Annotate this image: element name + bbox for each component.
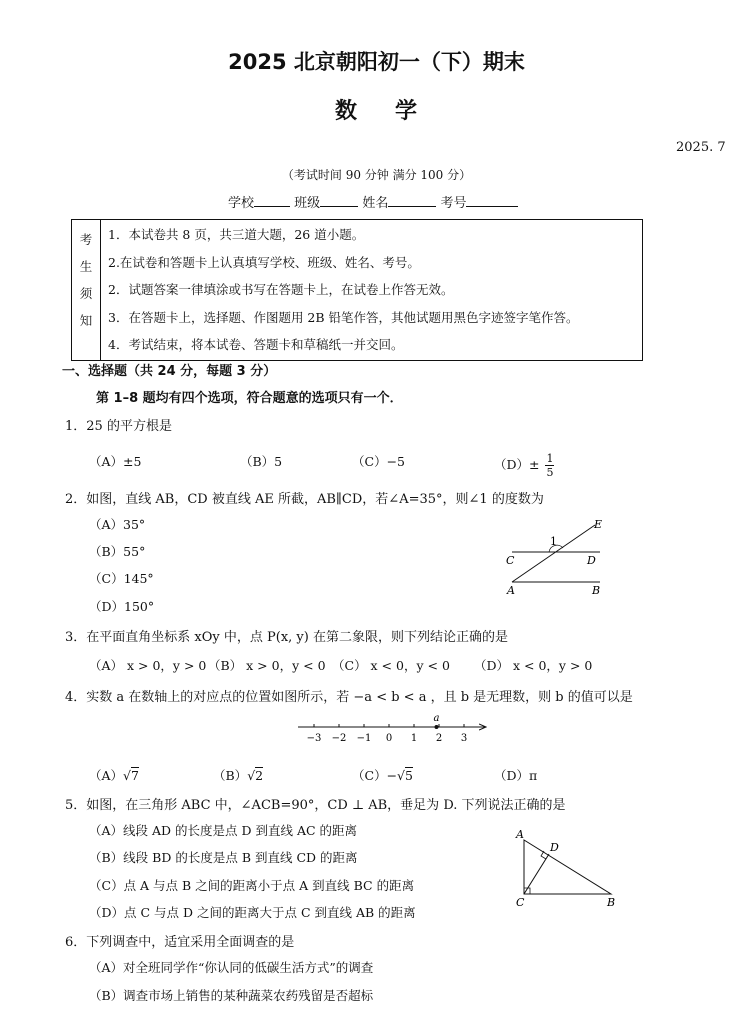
field-school-label: 学校: [228, 196, 255, 211]
q6-stem: 6．下列调查中，适宜采用全面调查的是: [65, 935, 295, 950]
q2-option-c[interactable]: （C）145°: [89, 571, 154, 586]
q2-option-a[interactable]: （A）35°: [89, 517, 146, 532]
q3-option-a[interactable]: （A） x > 0，y > 0: [89, 658, 207, 673]
axis-tick-label: 0: [385, 733, 393, 744]
q2-stem: 2．如图，直线 AB，CD 被直线 AE 所截，AB∥CD，若∠A=35°，则∠1 的度数为: [65, 492, 544, 507]
label-e: E: [594, 518, 603, 531]
name-blank[interactable]: [388, 194, 436, 207]
notice-item: 1．本试卷共 8 页，共三道大题，26 道小题。: [108, 227, 365, 242]
q4-number-line: [292, 710, 492, 750]
label-b: B: [592, 584, 601, 597]
q1-option-c[interactable]: （C）−5: [352, 454, 405, 469]
q1-option-d-label: （D）±: [494, 457, 540, 472]
q2-parallel-lines-figure: [490, 512, 620, 602]
q4-option-a[interactable]: [89, 766, 139, 784]
notice-items: [101, 220, 643, 361]
fraction: [545, 452, 554, 479]
notice-char: 考: [79, 232, 93, 247]
label-d: D: [550, 841, 559, 854]
label-b: B: [607, 896, 616, 909]
fraction-denominator: 5: [546, 466, 554, 479]
q5-option-d[interactable]: （D）点 C 与点 D 之间的距离大于点 C 到直线 AB 的距离: [89, 905, 416, 920]
radicand: 7: [131, 768, 139, 783]
q3-option-b[interactable]: （B） x > 0，y < 0: [208, 658, 326, 673]
point-a: [435, 725, 439, 729]
label-d: D: [587, 554, 596, 567]
q5-stem: 5．如图，在三角形 ABC 中，∠ACB=90°，CD ⊥ AB，垂足为 D. 下列说法正确的是: [65, 798, 566, 813]
exam-id-blank[interactable]: [466, 194, 518, 207]
q4-option-c-label: （C）−: [352, 768, 398, 783]
fraction-numerator: 1: [546, 452, 554, 465]
axis-tick-label: −3: [306, 733, 322, 744]
q1-stem: 1．25 的平方根是: [65, 419, 172, 434]
q2-option-b[interactable]: （B）55°: [89, 544, 146, 559]
q4-option-d[interactable]: （D）π: [494, 768, 538, 783]
q4-option-c[interactable]: [352, 766, 413, 784]
q3-option-d[interactable]: （D） x < 0，y > 0: [474, 658, 593, 673]
exam-date: 2025. 7: [676, 140, 726, 155]
right-angle-d: [541, 851, 546, 859]
student-info-line: [228, 192, 518, 211]
axis-tick-label: −1: [356, 733, 372, 744]
subject-title: 数学: [334, 99, 455, 124]
notice-item: 2.在试卷和答题卡上认真填写学校、班级、姓名、考号。: [108, 254, 420, 270]
field-id-label: 考号: [440, 196, 467, 211]
q1-option-b[interactable]: （B）5: [240, 454, 283, 469]
radicand: 2: [255, 768, 264, 783]
radicand: 5: [405, 768, 413, 783]
axis-tick-label: −2: [331, 733, 347, 744]
exam-title: 2025 北京朝阳初一（下）期末: [228, 50, 525, 74]
label-c: C: [506, 554, 515, 567]
notice-item: 2．试题答案一律填涂或书写在答题卡上，在试卷上作答无效。: [108, 282, 454, 297]
q4-stem: 4．实数 a 在数轴上的对应点的位置如图所示，若 −a < b < a ，且 b 是无理数，则 b 的值可以是: [65, 690, 633, 705]
point-a-label: a: [433, 713, 440, 724]
class-blank[interactable]: [320, 194, 358, 207]
section-title: 一、选择题（共 24 分，每题 3 分）: [62, 364, 277, 379]
q1-option-a[interactable]: （A）±5: [89, 454, 142, 469]
q5-option-c[interactable]: （C）点 A 与点 B 之间的距离小于点 A 到直线 BC 的距离: [89, 878, 415, 893]
section-instruction: 第 1–8 题均有四个选项，符合题意的选项只有一个．: [96, 391, 403, 406]
q6-option-b[interactable]: （B）调查市场上销售的某种蔬菜农药残留是否超标: [89, 988, 374, 1003]
label-c: C: [516, 896, 525, 909]
sqrt-sign: √: [123, 768, 131, 783]
axis-tick-label: 1: [410, 733, 418, 744]
notice-char: 生: [79, 259, 93, 274]
notice-char: 知: [79, 313, 93, 328]
axis-tick-label: 3: [460, 733, 468, 744]
q4-option-b[interactable]: [213, 766, 263, 784]
q4-option-a-label: （A）: [89, 768, 124, 783]
sqrt-sign: √: [247, 768, 256, 783]
q3-stem: 3．在平面直角坐标系 xOy 中，点 P(x, y) 在第二象限，则下列结论正确的是: [65, 630, 508, 645]
exam-info: （考试时间 90 分钟 满分 100 分）: [281, 168, 472, 182]
label-a: A: [516, 828, 524, 841]
q4-option-b-label: （B）: [213, 768, 248, 783]
field-class-label: 班级: [294, 196, 321, 211]
q5-option-a[interactable]: （A）线段 AD 的长度是点 D 到直线 AC 的距离: [89, 823, 358, 838]
triangle-abc: [524, 840, 611, 894]
label-1: 1: [550, 535, 557, 548]
notice-box: [71, 219, 643, 361]
q6-option-a[interactable]: （A）对全班同学作“你认同的低碳生活方式”的调查: [89, 960, 374, 975]
notice-item: 4．考试结束，将本试卷、答题卡和草稿纸一并交回。: [108, 337, 404, 352]
sqrt-sign: √: [397, 768, 406, 783]
notice-char: 须: [79, 286, 93, 301]
school-blank[interactable]: [254, 194, 290, 207]
notice-label: [72, 220, 101, 361]
label-a: A: [507, 584, 515, 597]
q1-option-d[interactable]: [494, 452, 554, 479]
field-name-label: 姓名: [362, 196, 389, 211]
notice-item: 3．在答题卡上，选择题、作图题用 2B 铅笔作答，其他试题用黑色字迹签字笔作答。: [108, 309, 579, 325]
q5-triangle-figure: [506, 826, 626, 910]
line-ae: [512, 525, 595, 582]
q3-option-c[interactable]: （C） x < 0，y < 0: [332, 658, 450, 673]
axis-tick-label: 2: [435, 733, 443, 744]
q5-option-b[interactable]: （B）线段 BD 的长度是点 B 到直线 CD 的距离: [89, 850, 358, 865]
q2-option-d[interactable]: （D）150°: [89, 599, 155, 614]
